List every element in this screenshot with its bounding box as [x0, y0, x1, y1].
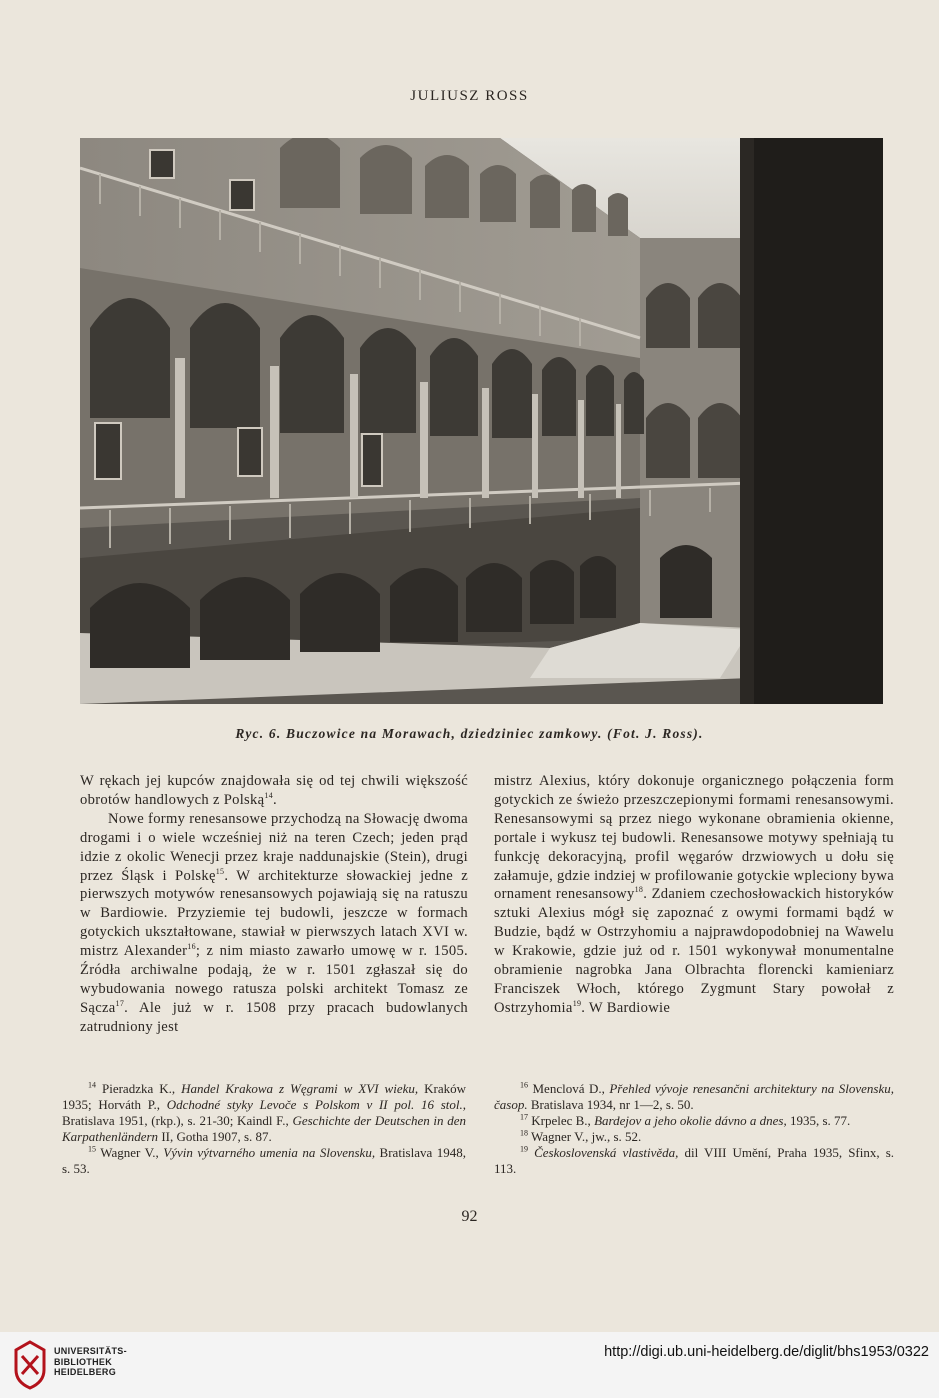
footnote: $^{15}$ Wagner V., Vývin výtvarného umenia na Slovensku, Bratislava 1948, s. 53.	[62, 1144, 466, 1176]
footnote-ref[interactable]: 19	[572, 999, 582, 1009]
footnote: $^{16}$ Menclová D., Přehled vývoje renesančni architektury na Slovensku, časop. Bratislava 1934, nr 1—2, s. 50.	[494, 1080, 895, 1112]
footnote-ref[interactable]: 15	[215, 866, 225, 876]
footnote-ref[interactable]: 18	[634, 885, 644, 895]
footnotes-right	[494, 1081, 894, 1177]
paragraph: W rękach jej kupców znajdowała się od tej chwili większość obrotów handlowych z Polską$^{14}$.	[80, 773, 468, 808]
body-column-left	[80, 772, 468, 1037]
body-column-right	[494, 772, 894, 1018]
paragraph: Nowe formy renesansowe przychodzą na Słowację dwoma drogami i o wiele wcześniej niż na teren Czech; jeden prąd idzie z okolic Wenecji przez kraje naddunajskie (Stein), drugi przez Śląsk i Polskę$^{15}$. W architekturze słowackiej jedne z pierwszych motywów renesansowych pojawiają się na ratuszu w Bardiowie. Przyziemie tej budowli, jeszcze w formach gotyckich ukształtowane, stawiał w pierwszych latach XVI w. mistrz Alexander$^{16}$; z nim miasto zawarło umowę w r. 1505. Źródła archiwalne podają, że w r. 1501 zgłaszał się do wybudowania nowego ratusza polski architekt Tomasz ze Sącza$^{17}$. Ale już w r. 1508 przy pracach budowlanych zatrudniony jest	[80, 810, 468, 1035]
footnote: $^{17}$ Krpelec B., Bardejov a jeho okolie dávno a dnes, 1935, s. 77.	[520, 1112, 851, 1128]
figure-caption: Ryc. 6. Buczowice na Morawach, dziedziniec zamkowy. (Fot. J. Ross).	[235, 726, 704, 741]
source-url-link[interactable]: http://digi.ub.uni-heidelberg.de/diglit/bhs1953/0322	[604, 1344, 929, 1360]
university-seal-icon	[12, 1340, 48, 1390]
footnote: $^{18}$ Wagner V., jw., s. 52.	[520, 1128, 642, 1144]
courtyard-photograph	[80, 138, 883, 704]
footnote-ref[interactable]: 14	[264, 791, 274, 801]
library-footer	[0, 1332, 939, 1398]
page-number: 92	[461, 1208, 478, 1225]
footnote-ref[interactable]: 16	[187, 942, 196, 952]
footnote: $^{19}$ Československá vlastivěda, dil VIII Umění, Praha 1935, Sfinx, s. 113.	[494, 1144, 895, 1176]
library-name: UNIVERSITÄTS- BIBLIOTHEK HEIDELBERG	[54, 1346, 127, 1377]
footnotes-left	[62, 1081, 466, 1177]
footnote-ref[interactable]: 17	[115, 999, 125, 1009]
paragraph: mistrz Alexius, który dokonuje organicznego połączenia form gotyckich ze świeżo przeszczepionymi formami renesansowymi. Renesansowymi są przez niego wykonane obramienia okienne, portale i wykusz tej budowli. Renesansowe motywy spełniają tu funkcję dekoracyjną, profil węgarów drzwiowych u dołu się załamuje, gdzie indziej w profilowanie gotyckie wpleciony bywa ornament renesansowy$^{18}$. Zdaniem czechosłowackich historyków sztuki Alexius mógł się zapoznać z owymi formami bądź w Budzie, bądź w Ostrzyhomiu a najprawdopodobniej na Wawelu w Krakowie, gdzie już od r. 1501 wykonywał monumentalne obramienie nagrobka Jana Olbrachta florencki kamieniarz Franciszek Włoch, którego Zygmunt Stary powołał z Ostrzyhomia$^{19}$. W Bardiowie	[494, 773, 895, 1016]
footnote: $^{14}$ Pieradzka K., Handel Krakowa z Węgrami w XVI wieku, Kraków 1935; Horváth P., Odchodné styky Levoče s Polskom v II pol. 16 stol., Bratislava 1951, (rkp.), s. 21-30; Kaindl F., Geschichte der Deutschen in den Karpathenländern II, Gotha 1907, s. 87.	[62, 1080, 466, 1144]
running-head: JULIUSZ ROSS	[410, 88, 529, 104]
